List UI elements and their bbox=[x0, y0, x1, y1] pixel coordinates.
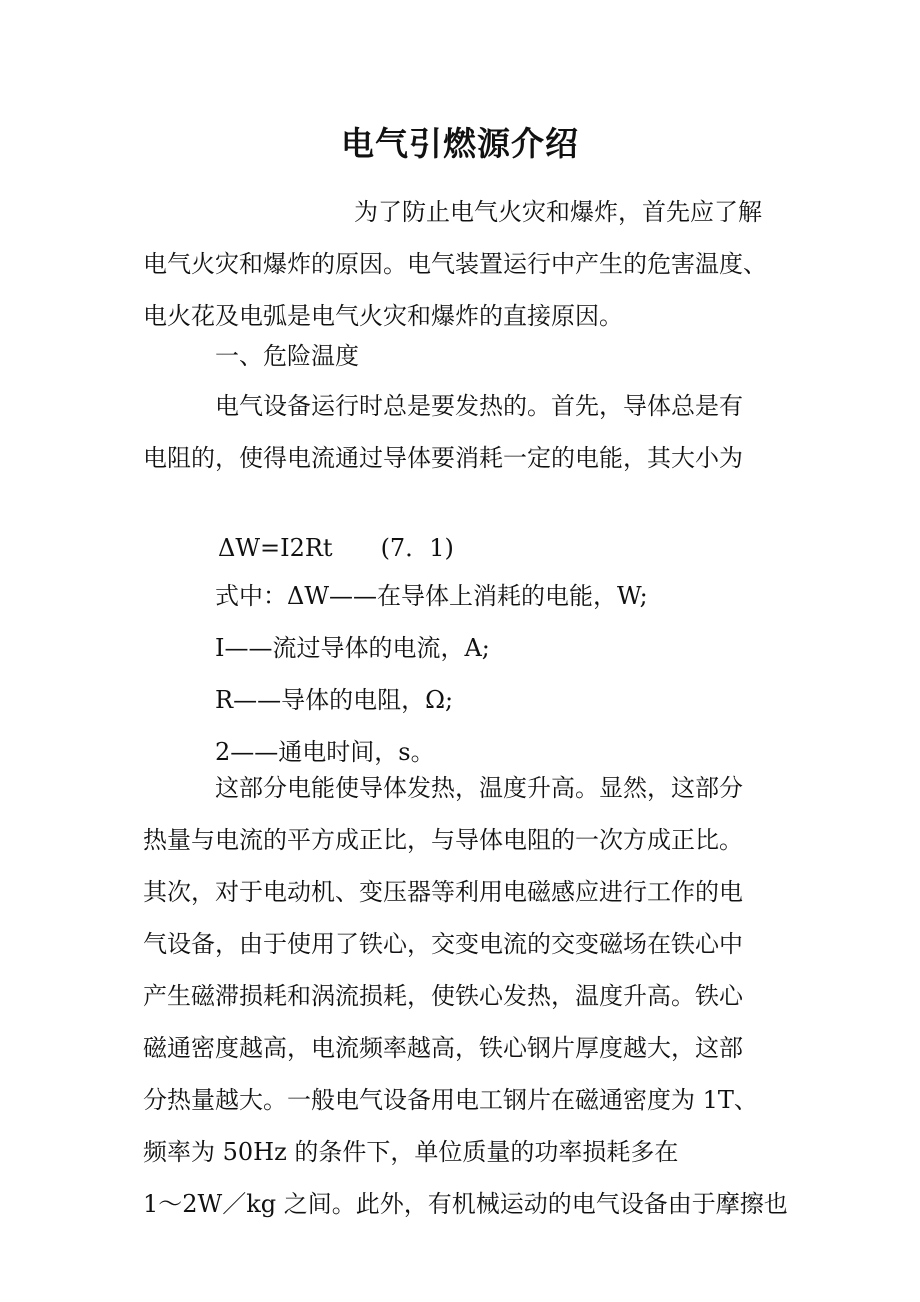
definitions-list bbox=[143, 570, 783, 778]
definition-item: 2——通电时间，s。 bbox=[215, 738, 435, 766]
paragraph-line: 这部分电能使导体发热，温度升高。显然，这部分 bbox=[215, 774, 743, 802]
paragraph-line: 频率为 50Hz 的条件下，单位质量的功率损耗多在 bbox=[143, 1138, 679, 1166]
paragraph-line: 1～2W／kg 之间。此外，有机械运动的电气设备由于摩擦也 bbox=[143, 1190, 788, 1218]
document-title: 电气引燃源介绍 bbox=[341, 124, 579, 163]
paragraph-line: 产生磁滞损耗和涡流损耗，使铁心发热，温度升高。铁心 bbox=[143, 982, 743, 1010]
section-heading bbox=[143, 330, 783, 382]
paragraph-1 bbox=[143, 380, 783, 484]
section-heading-text: 一、危险温度 bbox=[215, 342, 359, 370]
formula-block bbox=[143, 522, 783, 574]
paragraph-line: 其次，对于电动机、变压器等利用电磁感应进行工作的电 bbox=[143, 878, 743, 906]
paragraph-line: 磁通密度越高，电流频率越高，铁心钢片厚度越大，这部 bbox=[143, 1034, 743, 1062]
definition-item: I——流过导体的电流，A; bbox=[215, 634, 490, 662]
formula: ΔW=I2Rt (7．1) bbox=[218, 534, 454, 562]
intro-paragraph bbox=[143, 186, 783, 342]
paragraph-line: 分热量越大。一般电气设备用电工钢片在磁通密度为 1T、 bbox=[143, 1086, 758, 1114]
intro-line: 电火花及电弧是电气火灾和爆炸的直接原因。 bbox=[143, 302, 623, 330]
paragraph-line: 热量与电流的平方成正比，与导体电阻的一次方成正比。 bbox=[143, 826, 743, 854]
intro-line: 为了防止电气火灾和爆炸，首先应了解 bbox=[354, 198, 762, 226]
paragraph-line: 电阻的，使得电流通过导体要消耗一定的电能，其大小为 bbox=[143, 444, 743, 472]
paragraph-2 bbox=[143, 762, 788, 1230]
definition-item: 式中：ΔW——在导体上消耗的电能，W; bbox=[215, 582, 648, 610]
intro-line: 电气火灾和爆炸的原因。电气装置运行中产生的危害温度、 bbox=[143, 250, 767, 278]
paragraph-line: 气设备，由于使用了铁心，交变电流的交变磁场在铁心中 bbox=[143, 930, 743, 958]
definition-item: R——导体的电阻，Ω; bbox=[215, 686, 454, 714]
paragraph-line: 电气设备运行时总是要发热的。首先，导体总是有 bbox=[215, 392, 743, 420]
